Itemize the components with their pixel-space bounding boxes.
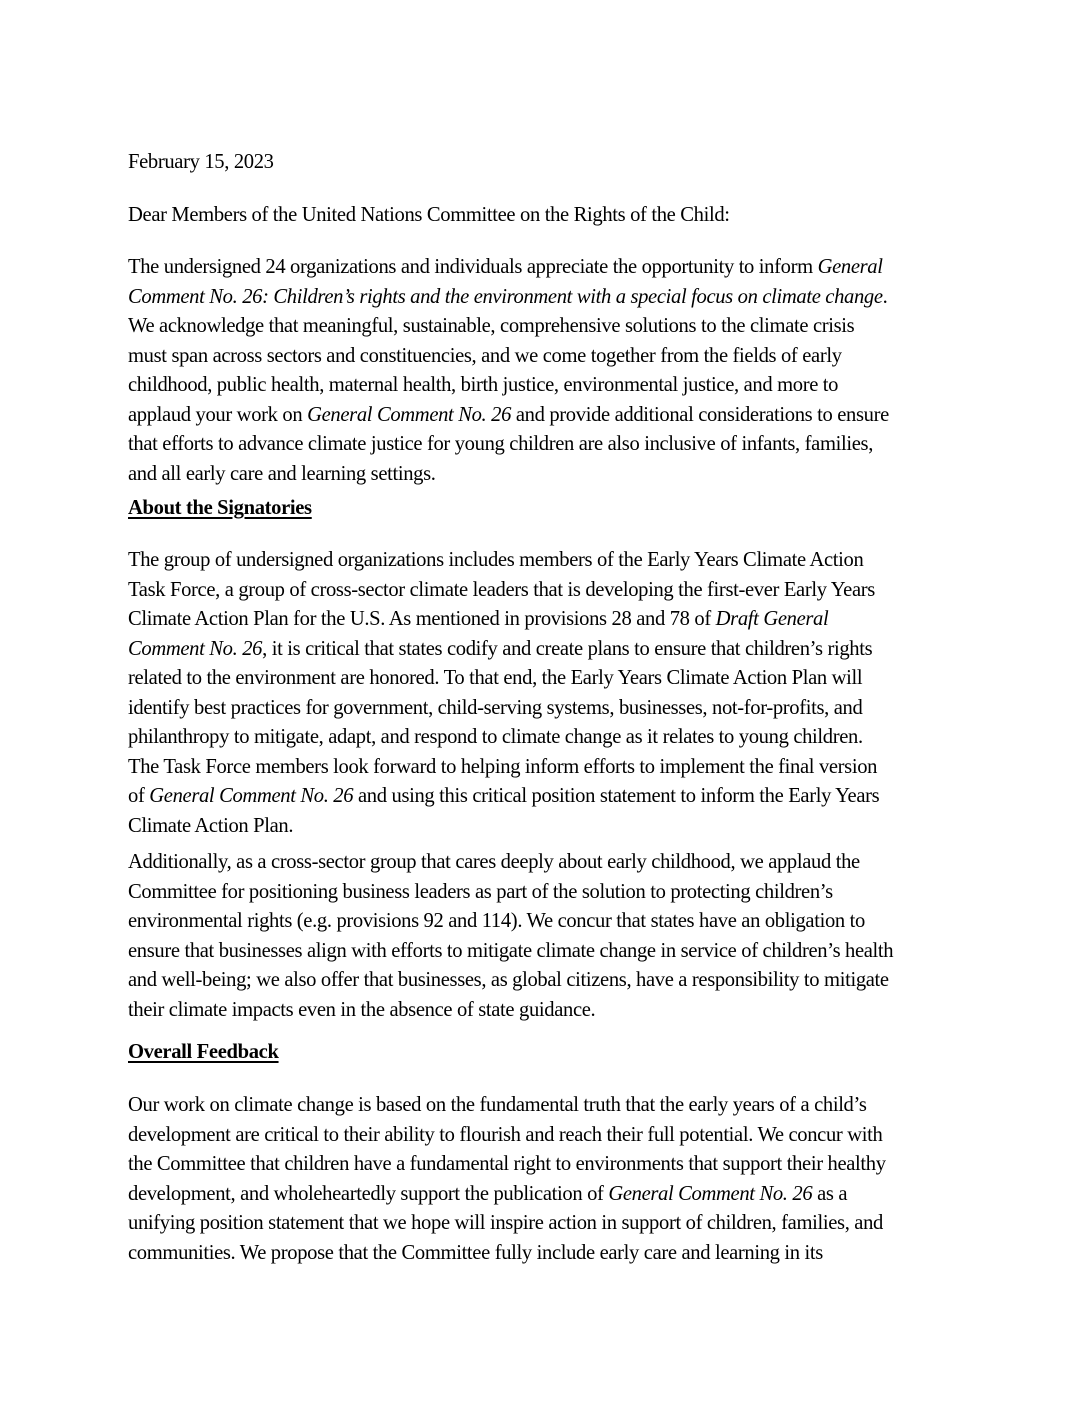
body-text: . <box>882 285 888 308</box>
body-text: The Task Force members look forward to helping inform efforts to implement the final version <box>128 755 878 778</box>
body-text: ensure that businesses align with efforts to mitigate climate change in service of children’s health <box>128 939 894 962</box>
body-text: and using this critical position statement to inform the Early Years <box>353 785 880 807</box>
body-text: related to the environment are honored. To that end, the Early Years Climate Action Plan will <box>128 667 863 689</box>
text-line <box>128 285 887 309</box>
body-text: Climate Action Plan. <box>128 814 294 837</box>
body-text: The group of undersigned organizations includes members of the Early Years Climate Action <box>128 549 864 571</box>
text-line <box>128 1211 883 1235</box>
italic-title-text: Draft General <box>715 608 829 630</box>
text-line <box>128 696 862 720</box>
italic-title-text: General Comment No. 26 <box>307 403 512 426</box>
body-text: of <box>128 785 150 807</box>
body-text: Committee for positioning business leaders as part of the solution to protecting children’s <box>128 880 833 903</box>
body-text: The undersigned 24 organizations and individuals appreciate the opportunity to inform <box>128 256 818 278</box>
text-line <box>128 880 833 904</box>
body-text: and all early care and learning settings. <box>128 462 436 485</box>
text-line <box>128 968 889 992</box>
text-line <box>128 939 893 963</box>
body-text: philanthropy to mitigate, adapt, and respond to climate change as it relates to young children. <box>128 726 863 748</box>
body-text: development are critical to their ability to flourish and reach their full potential. We concur with <box>128 1123 883 1146</box>
text-line <box>128 998 595 1022</box>
body-text: that efforts to advance climate justice for young children are also inclusive of infants, families, <box>128 433 873 455</box>
text-line <box>128 1182 847 1206</box>
body-text: the Committee that children have a fundamental right to environments that support their healthy <box>128 1153 886 1175</box>
body-text: communities. We propose that the Committee fully include early care and learning in its <box>128 1241 823 1264</box>
text-line <box>128 462 436 486</box>
italic-title-text: General <box>817 256 883 278</box>
body-text: their climate impacts even in the absence of state guidance. <box>128 998 596 1021</box>
text-line <box>128 344 842 368</box>
body-text: unifying position statement that we hope will inspire action in support of children, families, and <box>128 1212 883 1234</box>
body-text: Additionally, as a cross-sector group that cares deeply about early childhood, we applaud the <box>128 851 860 873</box>
text-line <box>128 725 863 749</box>
text-line <box>128 850 860 874</box>
body-text: identify best practices for government, child-serving systems, businesses, not-for-profits, and <box>128 696 863 719</box>
body-text: Our work on climate change is based on the fundamental truth that the early years of a child’s <box>128 1094 867 1116</box>
body-text: and well-being; we also offer that businesses, as global citizens, have a responsibility to mitigate <box>128 969 889 991</box>
text-line <box>128 1152 886 1176</box>
body-text: childhood, public health, maternal health, birth justice, environmental justice, and more to <box>128 374 839 396</box>
text-line <box>128 909 865 933</box>
letter-date: February 15, 2023 <box>128 151 274 173</box>
body-text: Task Force, a group of cross-sector climate leaders that is developing the first-ever Early Years <box>128 578 875 601</box>
text-line <box>128 1241 823 1265</box>
salutation: Dear Members of the United Nations Committee on the Rights of the Child: <box>128 204 730 226</box>
text-line <box>128 755 877 779</box>
text-line <box>128 784 879 808</box>
text-line <box>128 607 828 631</box>
text-line <box>128 1093 867 1117</box>
text-line <box>128 1123 882 1147</box>
italic-title-text: Comment No. 26 <box>128 637 263 660</box>
italic-title-text: Comment No. 26: Children’s rights and the environment with a special focus on climate change <box>128 285 883 308</box>
text-line <box>128 432 873 456</box>
body-text: We acknowledge that meaningful, sustainable, comprehensive solutions to the climate crisis <box>128 315 855 337</box>
text-line <box>128 373 838 397</box>
body-text: , it is critical that states codify and create plans to ensure that children’s rights <box>262 637 873 660</box>
text-line <box>128 403 889 427</box>
italic-title-text: General Comment No. 26 <box>149 785 354 807</box>
text-line <box>128 255 883 279</box>
text-line <box>128 666 862 690</box>
text-line <box>128 637 872 661</box>
italic-title-text: General Comment No. 26 <box>608 1182 813 1205</box>
body-text: applaud your work on <box>128 403 308 426</box>
body-text: as a <box>812 1182 848 1205</box>
body-text: Climate Action Plan for the U.S. As mentioned in provisions 28 and 78 of <box>128 608 716 630</box>
body-text: development, and wholeheartedly support the publication of <box>128 1182 609 1205</box>
text-line <box>128 814 293 838</box>
body-text: environmental rights (e.g. provisions 92 and 114). We concur that states have an obligation to <box>128 910 865 932</box>
text-line <box>128 548 863 572</box>
text-line <box>128 578 875 602</box>
section-heading-overall-feedback: Overall Feedback <box>128 1041 279 1063</box>
body-text: must span across sectors and constituencies, and we come together from the fields of early <box>128 344 842 367</box>
text-line <box>128 314 854 338</box>
body-text: and provide additional considerations to ensure <box>511 403 889 426</box>
section-heading-about-signatories: About the Signatories <box>128 497 312 519</box>
